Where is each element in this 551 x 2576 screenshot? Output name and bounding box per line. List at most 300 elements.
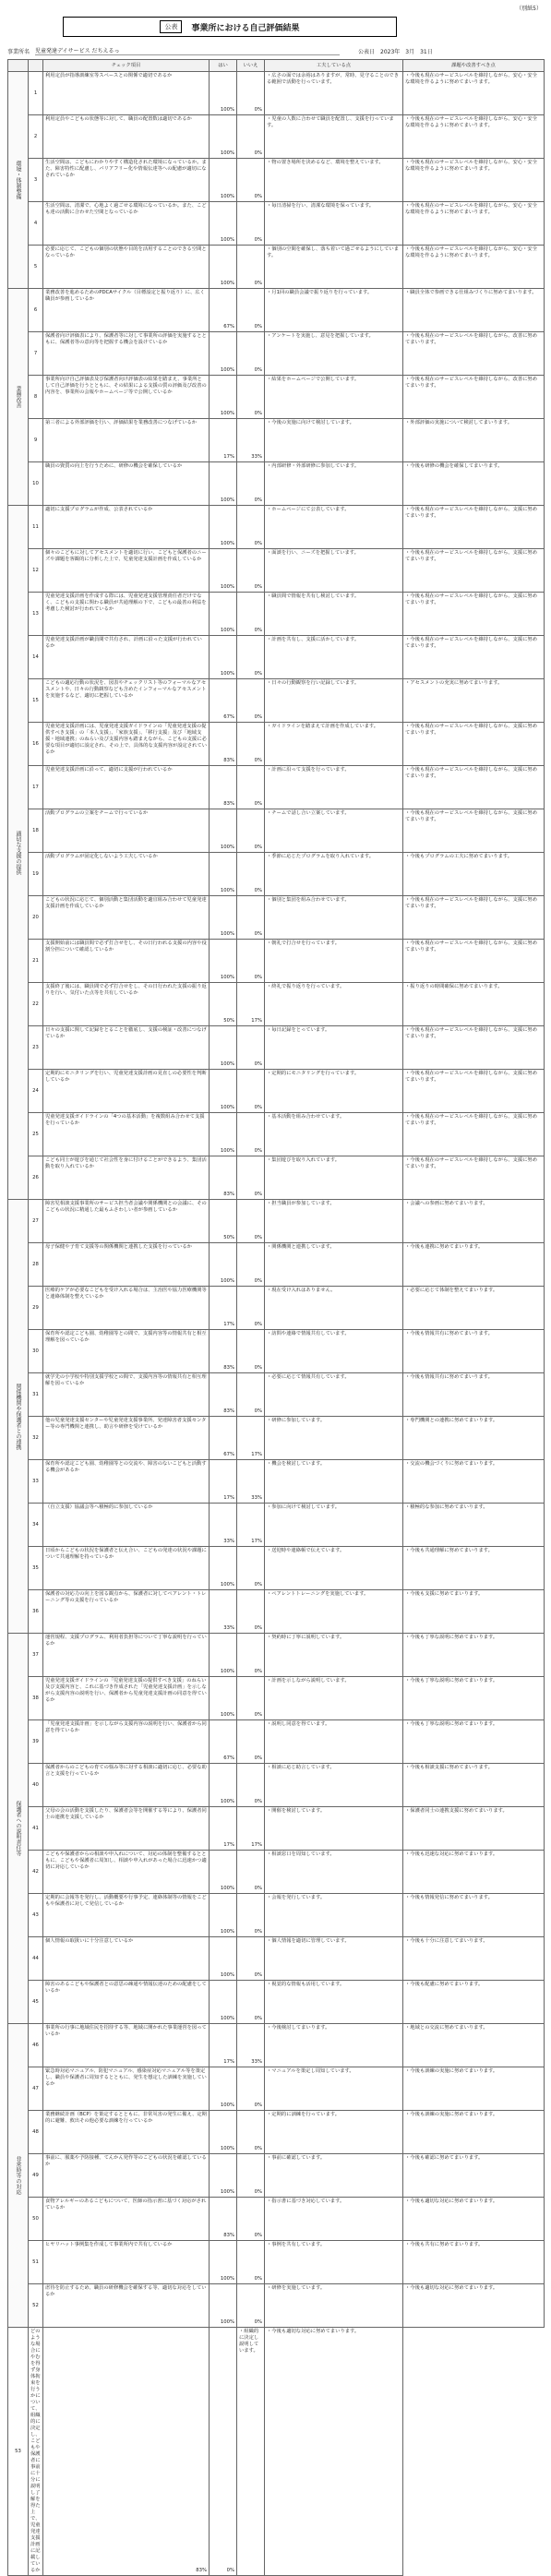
no-percent: 0%	[237, 1981, 265, 2024]
plan-text: ・専門機関との連携に努めてまいります。	[403, 1417, 545, 1460]
work-text: ・個別の空間を確保し、落ち着いて過ごせるようにしています。	[265, 246, 403, 289]
plan-text: ・今後も現在のサービスレベルを維持しながら、支援に努めてまいります。	[403, 723, 545, 766]
work-text: ・開催を検討しています。	[265, 1807, 403, 1851]
work-text: ・毎日記録をとっています。	[265, 1026, 403, 1070]
row-number: 10	[29, 462, 43, 506]
row-number: 52	[29, 2284, 43, 2328]
work-text: ・送迎時や連絡帳で伝えています。	[265, 1547, 403, 1590]
no-percent: 0%	[237, 1200, 265, 1243]
row-number: 22	[29, 983, 43, 1026]
check-item: 適切に支援プログラムが作成、公表されているか	[43, 506, 210, 549]
office-meta	[7, 46, 544, 55]
plan-text: ・今後も現在のサービスレベルを維持しながら、支援に努めてまいります。	[403, 549, 545, 593]
work-text: ・訪問や連絡で情報共有しています。	[265, 1330, 403, 1373]
row-number: 9	[29, 419, 43, 462]
check-item: 保育所や認定こども園、幼稚園等との間で、支援内容等の情報共有と相互理解を図っているか	[43, 1330, 210, 1373]
table-row	[8, 1981, 545, 2024]
plan-text: ・今後も丁寧な説明に努めてまいります。	[403, 1677, 545, 1720]
title-box	[63, 17, 397, 37]
table-row	[8, 2198, 545, 2241]
work-text: ・参加に向けて検討しています。	[265, 1504, 403, 1547]
plan-text: ・今後も現在のサービスレベルを維持しながら、支援に努めてまいります。	[403, 896, 545, 940]
work-text: ・ホームページにて公表しています。	[265, 506, 403, 549]
row-number: 15	[29, 679, 43, 723]
row-number: 26	[29, 1156, 43, 1200]
check-item: 児童発達支援計画には、児童発達支援ガイドラインの「児童発達支援の提供すべき支援」の「本人支援」、「家族支援」、「移行支援」及び「地域支援・地域連携」のねらい及び支援内容も踏まえながら、こどもの支援に必要な項目が適切に設定され、その上で、具体的な支援内容が設定されているか	[43, 723, 210, 766]
category-cell: 環境・体制整備	[8, 72, 29, 289]
plan-text: ・今後も現在のサービスレベルを維持しながら、支援に努めてまいります。	[403, 1156, 545, 1200]
yes-percent: 67%	[210, 679, 237, 723]
plan-text: ・今後も十分に注意してまいります。	[403, 1937, 545, 1981]
row-number: 48	[29, 2111, 43, 2154]
no-percent: 0%	[237, 723, 265, 766]
check-item: 児童発達支援計画が職員間で共有され、計画に沿った支援が行われているか	[43, 636, 210, 679]
work-text: ・日々の行動観察を行い記録しています。	[265, 679, 403, 723]
table-row	[8, 1807, 545, 1851]
check-item: こどもの適応行動の状況を、図表やチェックリスト等のフォーマルなアセスメントや、日々の行動観察なども含めたインフォーマルなアセスメントを実施するなど、適切に把握しているか	[43, 679, 210, 723]
work-text: ・結果をホームページで公開しています。	[265, 376, 403, 419]
row-number: 4	[29, 202, 43, 246]
yes-percent: 100%	[210, 809, 237, 853]
plan-text: ・今後も配慮に努めてまいります。	[403, 1981, 545, 2024]
work-text: ・説明し同意を得ています。	[265, 1720, 403, 1764]
row-number: 16	[29, 723, 43, 766]
yes-percent: 83%	[210, 1373, 237, 1417]
no-percent: 0%	[237, 1937, 265, 1981]
header-plan: 課題や改善すべき点	[403, 60, 545, 72]
plan-text: ・アセスメントの充実に努めてまいります。	[403, 679, 545, 723]
check-item: 障害のあるこどもや保護者との意思の疎通や情報伝達のための配慮をしているか	[43, 1981, 210, 2024]
check-item: 個人情報の取扱いに十分注意しているか	[43, 1937, 210, 1981]
work-text: ・計画に沿って支援を行っています。	[265, 766, 403, 809]
work-text: ・機会を検討しています。	[265, 1460, 403, 1504]
plan-text: ・今後も適切な対応に努めてまいります。	[403, 2198, 545, 2241]
header-category	[8, 60, 29, 72]
yes-percent: 100%	[210, 2067, 237, 2111]
table-row	[8, 1634, 545, 1677]
yes-percent: 100%	[210, 1634, 237, 1677]
plan-text: ・今後も訓練の実施に努めてまいります。	[403, 2111, 545, 2154]
yes-percent: 100%	[210, 1070, 237, 1113]
document-title: 事業所における自己評価結果	[191, 23, 300, 33]
no-percent: 0%	[237, 332, 265, 376]
work-text: ・研修に参加しています。	[265, 1417, 403, 1460]
yes-percent: 100%	[210, 1981, 237, 2024]
row-number: 37	[29, 1634, 43, 1677]
table-row	[8, 376, 545, 419]
work-text: ・物の置き場所を決めるなど、環境を整えています。	[265, 159, 403, 202]
work-text: ・指示書に基づき対応しています。	[265, 2198, 403, 2241]
no-percent: 0%	[237, 896, 265, 940]
check-item: 食物アレルギーのあるこどもについて、医師の指示書に基づく対応がされているか	[43, 2198, 210, 2241]
row-number: 21	[29, 940, 43, 983]
work-text: ・会報を発行しています。	[265, 1894, 403, 1937]
check-item: 生活空間は、こどもにわかりやすく構造化された環境になっているか。また、障害特性に配慮し、バリアフリー化や情報伝達等への配慮が適切になされているか	[43, 159, 210, 202]
check-item: 日頃からこどもの状況を保護者と伝え合い、こどもの発達の状況や課題について共通理解を持っているか	[43, 1547, 210, 1590]
plan-text: ・今後も現在のサービスレベルを維持しながら、支援に努めてまいります。	[403, 636, 545, 679]
check-item: 定期的に会報等を発行し、活動概要や行事予定、連絡体制等の情報をこどもや保護者に対して発信しているか	[43, 1894, 210, 1937]
no-percent: 33%	[237, 2024, 265, 2067]
no-percent: 0%	[237, 1720, 265, 1764]
yes-percent: 33%	[210, 1504, 237, 1547]
plan-text: ・地域との交流に努めてまいります。	[403, 2024, 545, 2067]
work-text: ・視覚的な情報も活用しています。	[265, 1981, 403, 2024]
table-row	[8, 115, 545, 159]
work-text: ・季節に応じたプログラムを取り入れています。	[265, 853, 403, 896]
table-row	[8, 1851, 545, 1894]
row-number: 14	[29, 636, 43, 679]
plan-text: ・今後も現在のサービスレベルを維持しながら、安心・安全な環境を作るように努めてまいります。	[403, 202, 545, 246]
office-name: 児童発達デイサービス だちえるっ	[35, 46, 340, 55]
no-percent: 0%	[237, 1070, 265, 1113]
yes-percent: 100%	[210, 72, 237, 115]
plan-text: ・交流の機会づくりに努めてまいります。	[403, 1460, 545, 1504]
plan-text: ・今後も現在のサービスレベルを維持しながら、改善に努めてまいります。	[403, 332, 545, 376]
work-text: ・計画を共有し、支援に活かしています。	[265, 636, 403, 679]
table-row	[8, 983, 545, 1026]
table-row	[8, 1026, 545, 1070]
check-item: 業務改善を進めるためのPDCAサイクル（目標設定と振り返り）に、広く職員が参画しているか	[43, 289, 210, 332]
yes-percent: 100%	[210, 1113, 237, 1156]
no-percent: 0%	[237, 506, 265, 549]
row-number: 47	[29, 2067, 43, 2111]
no-percent: 17%	[237, 1807, 265, 1851]
no-percent: 33%	[237, 1460, 265, 1504]
no-percent: 0%	[237, 593, 265, 636]
check-item: 児童発達支援計画に沿って、適切に支援が行われているか	[43, 766, 210, 809]
no-percent: 0%	[237, 1851, 265, 1894]
work-text: ・マニュアルを策定し周知しています。	[265, 2067, 403, 2111]
no-percent: 0%	[237, 159, 265, 202]
work-text: ・朝礼で打合せを行っています。	[265, 940, 403, 983]
check-item: 日々の支援に関して記録をとることを徹底し、支援の検証・改善につなげているか	[43, 1026, 210, 1070]
yes-percent: 100%	[210, 2154, 237, 2198]
yes-percent: 100%	[210, 1764, 237, 1807]
table-row	[8, 289, 545, 332]
plan-text: ・今後も現在のサービスレベルを維持しながら、支援に努めてまいります。	[403, 1113, 545, 1156]
no-percent: 17%	[237, 1417, 265, 1460]
no-percent: 0%	[237, 2067, 265, 2111]
category-cell: 適切な支援の提供	[8, 506, 29, 1200]
header-no-answer: いいえ	[237, 60, 265, 72]
table-row	[8, 809, 545, 853]
yes-percent: 100%	[210, 636, 237, 679]
header-check-item: チェック項目	[43, 60, 210, 72]
row-number: 39	[29, 1720, 43, 1764]
plan-text: ・今後も現在のサービスレベルを維持しながら、支援に努めてまいります。	[403, 809, 545, 853]
no-percent: 0%	[237, 549, 265, 593]
table-row	[8, 2241, 545, 2284]
no-percent: 0%	[237, 1894, 265, 1937]
no-percent: 0%	[237, 246, 265, 289]
no-percent: 0%	[237, 2154, 265, 2198]
row-number: 20	[29, 896, 43, 940]
work-text: ・個人情報を適切に管理しています。	[265, 1937, 403, 1981]
work-text: ・定期的に訓練を行っています。	[265, 2111, 403, 2154]
check-item: 事前に、服薬や予防接種、てんかん発作等のこどもの状況を確認しているか	[43, 2154, 210, 2198]
yes-percent: 83%	[210, 1156, 237, 1200]
row-number: 7	[29, 332, 43, 376]
no-percent: 0%	[237, 2284, 265, 2328]
table-row	[8, 246, 545, 289]
table-row	[8, 723, 545, 766]
plan-text: ・会議への参画に努めてまいります。	[403, 1200, 545, 1243]
check-item: 保護者向け評価表により、保護者等に対して事業所の評価を実施するとともに、保護者等の意向等を把握する機会を設けているか	[43, 332, 210, 376]
no-percent: 0%	[237, 1113, 265, 1156]
yes-percent: 100%	[210, 1243, 237, 1287]
yes-percent: 83%	[210, 723, 237, 766]
check-item: 児童発達支援計画を作成する際には、児童発達支援管理責任者だけでなく、こどもの支援に関わる職員が共通理解の下で、こどもの最善の利益を考慮した検討が行われているか	[43, 593, 210, 636]
plan-text: ・今後も訓練の実施に努めてまいります。	[403, 2067, 545, 2111]
table-row	[8, 1373, 545, 1417]
no-percent: 0%	[237, 2198, 265, 2241]
plan-text: ・今後も相談支援に努めてまいります。	[403, 1764, 545, 1807]
work-text: ・内部研修・外部研修に参加しています。	[265, 462, 403, 506]
office-label: 事業所名	[7, 48, 30, 55]
yes-percent: 67%	[210, 289, 237, 332]
check-item: 事業所向け自己評価表及び保護者向け評価表の結果を踏まえ、事業所として自己評価を行うとともに、その結果による支援の質の評価及び改善の内容を、事業所の会報やホームページ等で公開しているか	[43, 376, 210, 419]
check-item: 必要に応じて、こどもの個別の状態や目的を活用することのできる空間となっているか	[43, 246, 210, 289]
no-percent: 0%	[237, 1156, 265, 1200]
work-text: ・組織的に決定し説明しています。	[237, 2328, 265, 2576]
work-text: ・職員間で情報を共有し検討しています。	[265, 593, 403, 636]
plan-text: ・今後も連携に努めてまいります。	[403, 1243, 545, 1287]
table-row	[8, 636, 545, 679]
check-item: 業務継続計画（BCP）を策定するとともに、非常災害の発生に備え、定期的に避難、救出その他必要な訓練を行っているか	[43, 2111, 210, 2154]
table-row	[8, 1547, 545, 1590]
check-item: こどもや保護者からの相談や申入れについて、対応の体制を整備するとともに、こどもや保護者に周知し、相談や申入れがあった場合に迅速かつ適切に対応しているか	[43, 1851, 210, 1894]
table-row	[8, 419, 545, 462]
work-text: ・定期的にモニタリングを行っています。	[265, 1070, 403, 1113]
category-cell: 関係機関や保護者との連携	[8, 1200, 29, 1634]
work-text: ・広さの面では余裕はありますが、常時、見守ることのできる範囲で活動を行っています。	[265, 72, 403, 115]
yes-percent: 100%	[210, 376, 237, 419]
form-number: （別紙5）	[516, 6, 542, 12]
plan-text: ・職員全体で参画できる仕組みづくりに努めてまいります。	[403, 289, 545, 332]
plan-text: ・今後も適切な対応に努めてまいります。	[265, 2328, 403, 2576]
row-number: 42	[29, 1851, 43, 1894]
table-row	[8, 1504, 545, 1547]
yes-percent: 100%	[210, 2111, 237, 2154]
no-percent: 0%	[237, 1026, 265, 1070]
row-number: 35	[29, 1547, 43, 1590]
work-text: ・ペアレントトレーニングを実施しています。	[265, 1590, 403, 1634]
table-row	[8, 1243, 545, 1287]
table-row	[8, 896, 545, 940]
row-number: 13	[29, 593, 43, 636]
plan-text: ・今後も確認に努めてまいります。	[403, 2154, 545, 2198]
check-item: 活動プログラムが固定化しないよう工夫しているか	[43, 853, 210, 896]
work-text: ・チームで話し合い立案しています。	[265, 809, 403, 853]
check-item: ヒヤリハット事例集を作成して事業所内で共有しているか	[43, 2241, 210, 2284]
check-item: 生活空間は、清潔で、心地よく過ごせる環境になっているか。また、こども達の活動に合わせた空間となっているか	[43, 202, 210, 246]
plan-text: ・外部評価の実施について検討してまいります。	[403, 419, 545, 462]
table-row	[8, 766, 545, 809]
check-item: 個々のこどもに対してアセスメントを適切に行い、こどもと保護者のニーズや課題を客観的に分析した上で、児童発達支援計画を作成しているか	[43, 549, 210, 593]
yes-percent: 67%	[210, 1417, 237, 1460]
work-text: ・相談に応じ助言しています。	[265, 1764, 403, 1807]
row-number: 41	[29, 1807, 43, 1851]
work-text: ・月1回の職員会議で振り返りを行っています。	[265, 289, 403, 332]
table-row	[8, 72, 545, 115]
yes-percent: 100%	[210, 1026, 237, 1070]
no-percent: 0%	[237, 1373, 265, 1417]
table-row	[8, 549, 545, 593]
yes-percent: 100%	[210, 593, 237, 636]
table-row	[8, 2154, 545, 2198]
row-number: 45	[29, 1981, 43, 2024]
table-row	[8, 159, 545, 202]
table-row	[8, 679, 545, 723]
work-text: ・アンケートを実施し、意見を把握しています。	[265, 332, 403, 376]
work-text: ・児童の人数に合わせて職員を配置し、支援を行っています。	[265, 115, 403, 159]
row-number: 6	[29, 289, 43, 332]
no-percent: 0%	[237, 376, 265, 419]
table-row	[8, 462, 545, 506]
row-number: 31	[29, 1373, 43, 1417]
row-number: 28	[29, 1243, 43, 1287]
table-row	[8, 940, 545, 983]
plan-text: ・今後もプログラムの工夫に努めてまいります。	[403, 853, 545, 896]
yes-percent: 100%	[210, 159, 237, 202]
yes-percent: 67%	[210, 1720, 237, 1764]
check-item: どのような場合にやむを得ず身体拘束を行うかについて、組織的に決定し、こどもや保護者に事前に十分に説明し了解を得た上で、児童発達支援計画に記載しているか	[29, 2328, 43, 2576]
plan-text: ・今後も情報発信に努めてまいります。	[403, 1894, 545, 1937]
category-cell: 業務改善	[8, 289, 29, 506]
plan-text: ・積極的な参加に努めてまいります。	[403, 1504, 545, 1547]
public-badge: 公表	[160, 20, 182, 33]
row-number: 23	[29, 1026, 43, 1070]
table-row	[8, 2111, 545, 2154]
plan-text: ・今後も現在のサービスレベルを維持しながら、安心・安全な環境を作るように努めてまいります。	[403, 246, 545, 289]
no-percent: 0%	[237, 766, 265, 809]
plan-text: ・振り返りの時間確保に努めてまいります。	[403, 983, 545, 1026]
yes-percent: 100%	[210, 940, 237, 983]
plan-text: ・今後も情報共有に努めてまいります。	[403, 1330, 545, 1373]
yes-percent: 17%	[210, 2024, 237, 2067]
plan-text: ・必要に応じて体制を整えてまいります。	[403, 1287, 545, 1330]
row-number: 19	[29, 853, 43, 896]
yes-percent: 100%	[210, 1851, 237, 1894]
row-number: 8	[29, 376, 43, 419]
plan-text: ・今後も現在のサービスレベルを維持しながら、安心・安全な環境を作るように努めてまいります。	[403, 159, 545, 202]
yes-percent: 100%	[210, 506, 237, 549]
row-number: 18	[29, 809, 43, 853]
no-percent: 0%	[237, 115, 265, 159]
table-row	[8, 1937, 545, 1981]
check-item: 母子保健や子育て支援等の関係機関と連携した支援を行っているか	[43, 1243, 210, 1287]
check-item: 職員の資質の向上を行うために、研修の機会を確保しているか	[43, 462, 210, 506]
evaluation-table	[7, 59, 545, 2576]
yes-percent: 100%	[210, 2241, 237, 2284]
row-number: 30	[29, 1330, 43, 1373]
work-text: ・相談窓口を周知しています。	[265, 1851, 403, 1894]
check-item: 児童発達支援ガイドラインの「4つの基本活動」を複数組み合わせて支援を行っているか	[43, 1113, 210, 1156]
plan-text: ・今後も支援に努めてまいります。	[403, 1590, 545, 1634]
table-row	[8, 1720, 545, 1764]
yes-percent: 100%	[210, 115, 237, 159]
check-item: 活動プログラムの立案をチームで行っているか	[43, 809, 210, 853]
plan-text: ・今後も現在のサービスレベルを維持しながら、安心・安全な環境を作るように努めてまいります。	[403, 115, 545, 159]
no-percent: 33%	[237, 419, 265, 462]
no-percent: 0%	[237, 289, 265, 332]
yes-percent: 100%	[210, 1547, 237, 1590]
row-number: 53	[8, 2328, 29, 2576]
check-item: 保育所や認定こども園、幼稚園等との交流や、障害のないこどもと活動する機会があるか	[43, 1460, 210, 1504]
row-number: 27	[29, 1200, 43, 1243]
yes-percent: 50%	[210, 1200, 237, 1243]
table-row	[8, 1156, 545, 1200]
plan-text: ・今後も共有に努めてまいります。	[403, 2241, 545, 2284]
table-row	[8, 2284, 545, 2328]
plan-text: ・今後も丁寧な説明に努めてまいります。	[403, 1634, 545, 1677]
check-item: 障害児相談支援事業所のサービス担当者会議や関係機関との会議に、そのこどもの状況に精通した最もふさわしい者が参画しているか	[43, 1200, 210, 1243]
plan-text: ・今後も現在のサービスレベルを維持しながら、改善に努めてまいります。	[403, 376, 545, 419]
row-number: 25	[29, 1113, 43, 1156]
check-item: 医療的ケアが必要なこどもを受け入れる場合は、主治医や協力医療機関等と連絡体制を整えているか	[43, 1287, 210, 1330]
check-item: （自立支援）協議会等へ積極的に参加しているか	[43, 1504, 210, 1547]
work-text: ・個別と集団を組み合わせています。	[265, 896, 403, 940]
no-percent: 17%	[237, 983, 265, 1026]
yes-percent: 100%	[210, 1677, 237, 1720]
table-row	[8, 1113, 545, 1156]
row-number: 33	[29, 1460, 43, 1504]
no-percent: 0%	[237, 462, 265, 506]
header-yes: はい	[210, 60, 237, 72]
check-item: 児童発達支援ガイドラインの「児童発達支援の提供すべき支援」のねらい及び支援内容と、これに基づき作成された「児童発達支援計画」を示しながら支援内容の説明を行い、保護者から児童発達支援計画の同意を得ているか	[43, 1677, 210, 1720]
table-row	[8, 2024, 545, 2067]
check-item: 定期的にモニタリングを行い、児童発達支援計画の見直しの必要性を判断しているか	[43, 1070, 210, 1113]
check-item: 運営規程、支援プログラム、利用者負担等について丁寧な説明を行っているか	[43, 1634, 210, 1677]
table-row	[8, 332, 545, 376]
no-percent: 0%	[237, 1287, 265, 1330]
check-item: 「児童発達支援計画」を示しながら支援内容の説明を行い、保護者から同意を得ているか	[43, 1720, 210, 1764]
check-item: 緊急時対応マニュアル、防犯マニュアル、感染症対応マニュアル等を策定し、職員や保護者に周知するとともに、発生を想定した訓練を実施しているか	[43, 2067, 210, 2111]
check-item: 利用定員やこどもの状態等に対して、職員の配置数は適切であるか	[43, 115, 210, 159]
yes-percent: 100%	[210, 332, 237, 376]
no-percent: 0%	[237, 1330, 265, 1373]
work-text: ・事例を共有しています。	[265, 2241, 403, 2284]
check-item: こどもの状況に応じて、個別活動と集団活動を適宜組み合わせて児童発達支援計画を作成しているか	[43, 896, 210, 940]
work-text: ・契約時に丁寧に説明しています。	[265, 1634, 403, 1677]
row-number: 38	[29, 1677, 43, 1720]
table-row	[8, 1070, 545, 1113]
row-number: 49	[29, 2154, 43, 2198]
table-row	[8, 2328, 545, 2576]
published-label: 公表日	[358, 48, 376, 55]
row-number: 40	[29, 1764, 43, 1807]
no-percent: 0%	[237, 853, 265, 896]
table-row	[8, 1200, 545, 1243]
yes-percent: 100%	[210, 896, 237, 940]
row-number: 51	[29, 2241, 43, 2284]
work-text: ・現在受け入れはありません。	[265, 1287, 403, 1330]
plan-text: ・今後も現在のサービスレベルを維持しながら、安心・安全な環境を作るように努めてまいります。	[403, 72, 545, 115]
yes-percent: 100%	[210, 2284, 237, 2328]
yes-percent: 83%	[210, 766, 237, 809]
check-item: 支援終了後には、職員間で必ず打合せをし、その日行われた支援の振り返りを行い、気付いた点等を共有しているか	[43, 983, 210, 1026]
no-percent: 0%	[237, 940, 265, 983]
work-text: ・必要に応じて情報共有しています。	[265, 1373, 403, 1417]
plan-text: ・今後も適切な対応に努めてまいります。	[403, 2284, 545, 2328]
plan-text: ・今後も現在のサービスレベルを維持しながら、支援に努めてまいります。	[403, 506, 545, 549]
row-number: 12	[29, 549, 43, 593]
plan-text: ・今後も現在のサービスレベルを維持しながら、支援に努めてまいります。	[403, 1070, 545, 1113]
no-percent: 0%	[237, 679, 265, 723]
table-row	[8, 593, 545, 636]
header-no	[29, 60, 43, 72]
row-number: 36	[29, 1590, 43, 1634]
